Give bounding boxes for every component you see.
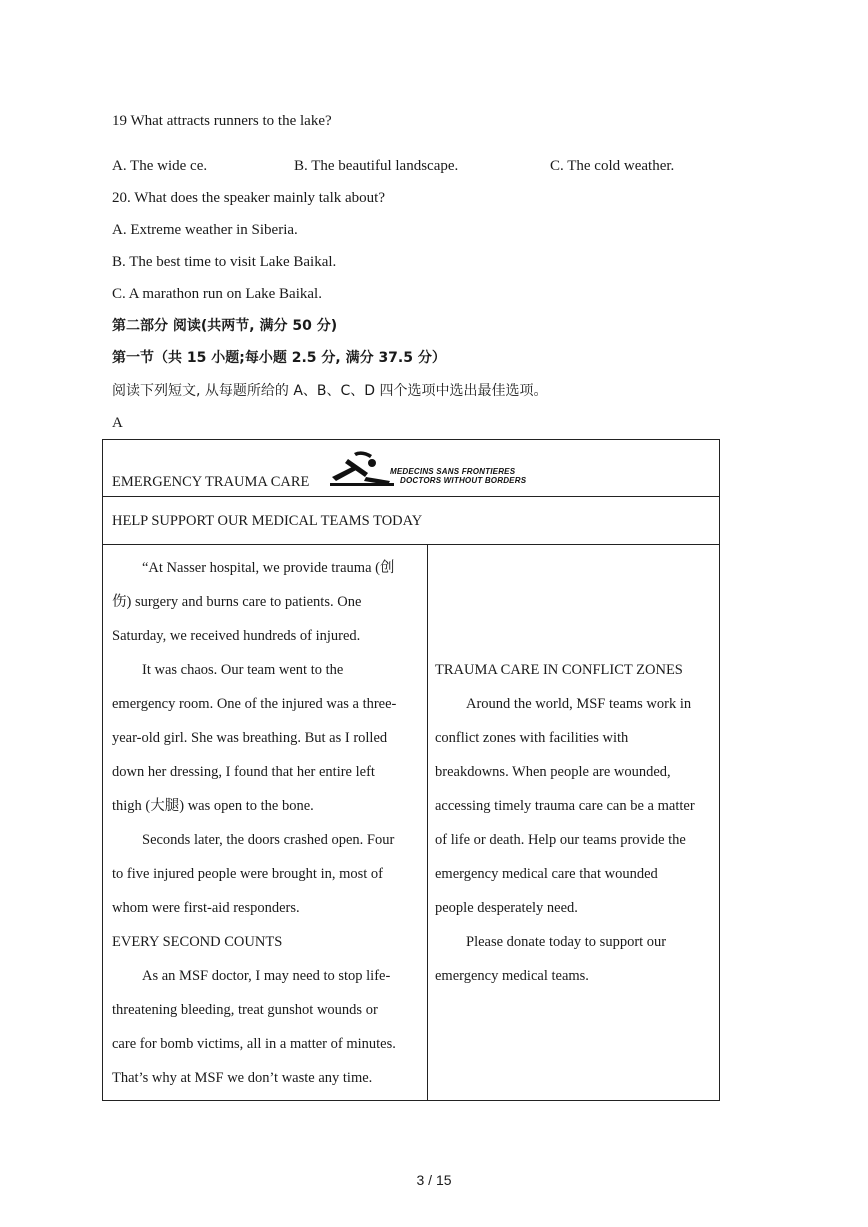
q19-option-a: A. The wide ce.: [112, 158, 208, 174]
table-column-divider: [427, 544, 428, 1100]
left-text-line: 伤) surgery and burns care to patients. One: [112, 594, 362, 610]
msf-logo: [328, 447, 527, 489]
left-text-line: As an MSF doctor, I may need to stop life-: [142, 968, 391, 984]
right-subheading: TRAUMA CARE IN CONFLICT ZONES: [435, 662, 683, 678]
right-text-line: emergency medical care that wounded: [435, 866, 658, 882]
left-text-line: down her dressing, I found that her entire left: [112, 764, 375, 780]
table-divider: [103, 496, 719, 497]
left-text-line: care for bomb victims, all in a matter of minutes.: [112, 1036, 396, 1052]
left-text-line: to five injured people were brought in, most of: [112, 866, 384, 882]
right-text-line: Around the world, MSF teams work in: [466, 696, 692, 712]
right-text-line: Please donate today to support our: [466, 934, 667, 950]
left-text-line: Seconds later, the doors crashed open. Four: [142, 832, 395, 848]
section1-heading: 第一节（共 15 小题;每小题 2.5 分, 满分 37.5 分）: [112, 350, 446, 366]
left-text-line: threatening bleeding, treat gunshot wounds or: [112, 1002, 378, 1018]
left-text-line: Saturday, we received hundreds of injured.: [112, 628, 361, 644]
right-text-line: breakdowns. When people are wounded,: [435, 764, 671, 780]
q20-stem: 20. What does the speaker mainly talk about?: [112, 190, 385, 206]
instruction-text: 阅读下列短文, 从每题所给的 A、B、C、D 四个选项中选出最佳选项。: [112, 383, 548, 399]
q19-option-c: C. The cold weather.: [550, 158, 675, 174]
logo-line2: DOCTORS WITHOUT BORDERS: [400, 476, 527, 485]
right-text-line: emergency medical teams.: [435, 968, 589, 984]
q19-stem: 19 What attracts runners to the lake?: [112, 113, 332, 129]
left-text-line: “At Nasser hospital, we provide trauma (创: [142, 560, 395, 576]
left-text-line: whom were first-aid responders.: [112, 900, 300, 916]
q20-option-c: C. A marathon run on Lake Baikal.: [112, 286, 322, 302]
q20-option-a: A. Extreme weather in Siberia.: [112, 222, 298, 238]
ad-subheader: HELP SUPPORT OUR MEDICAL TEAMS TODAY: [112, 513, 423, 529]
right-text-line: of life or death. Help our teams provide the: [435, 832, 686, 848]
passage-label: A: [112, 415, 123, 431]
right-text-line: people desperately need.: [435, 900, 578, 916]
page-number: 3 / 15: [416, 1172, 452, 1188]
left-subheading: EVERY SECOND COUNTS: [112, 934, 283, 950]
q20-option-b: B. The best time to visit Lake Baikal.: [112, 254, 337, 270]
table-divider: [103, 544, 719, 545]
left-text-line: year-old girl. She was breathing. But as I rolled: [112, 730, 388, 746]
ad-header: EMERGENCY TRAUMA CARE: [112, 474, 310, 490]
left-text-line: thigh (大腿) was open to the bone.: [112, 798, 314, 814]
left-text-line: It was chaos. Our team went to the: [142, 662, 344, 678]
right-text-line: conflict zones with facilities with: [435, 730, 629, 746]
part2-heading: 第二部分 阅读(共两节, 满分 50 分): [112, 318, 338, 334]
left-text-line: emergency room. One of the injured was a three-: [112, 696, 397, 712]
right-text-line: accessing timely trauma care can be a matter: [435, 798, 695, 814]
q19-option-b: B. The beautiful landscape.: [294, 158, 459, 174]
left-text-line: That’s why at MSF we don’t waste any time.: [112, 1070, 373, 1086]
logo-line1: MEDECINS SANS FRONTIERES: [390, 467, 516, 476]
msf-logo-icon: [328, 447, 398, 489]
